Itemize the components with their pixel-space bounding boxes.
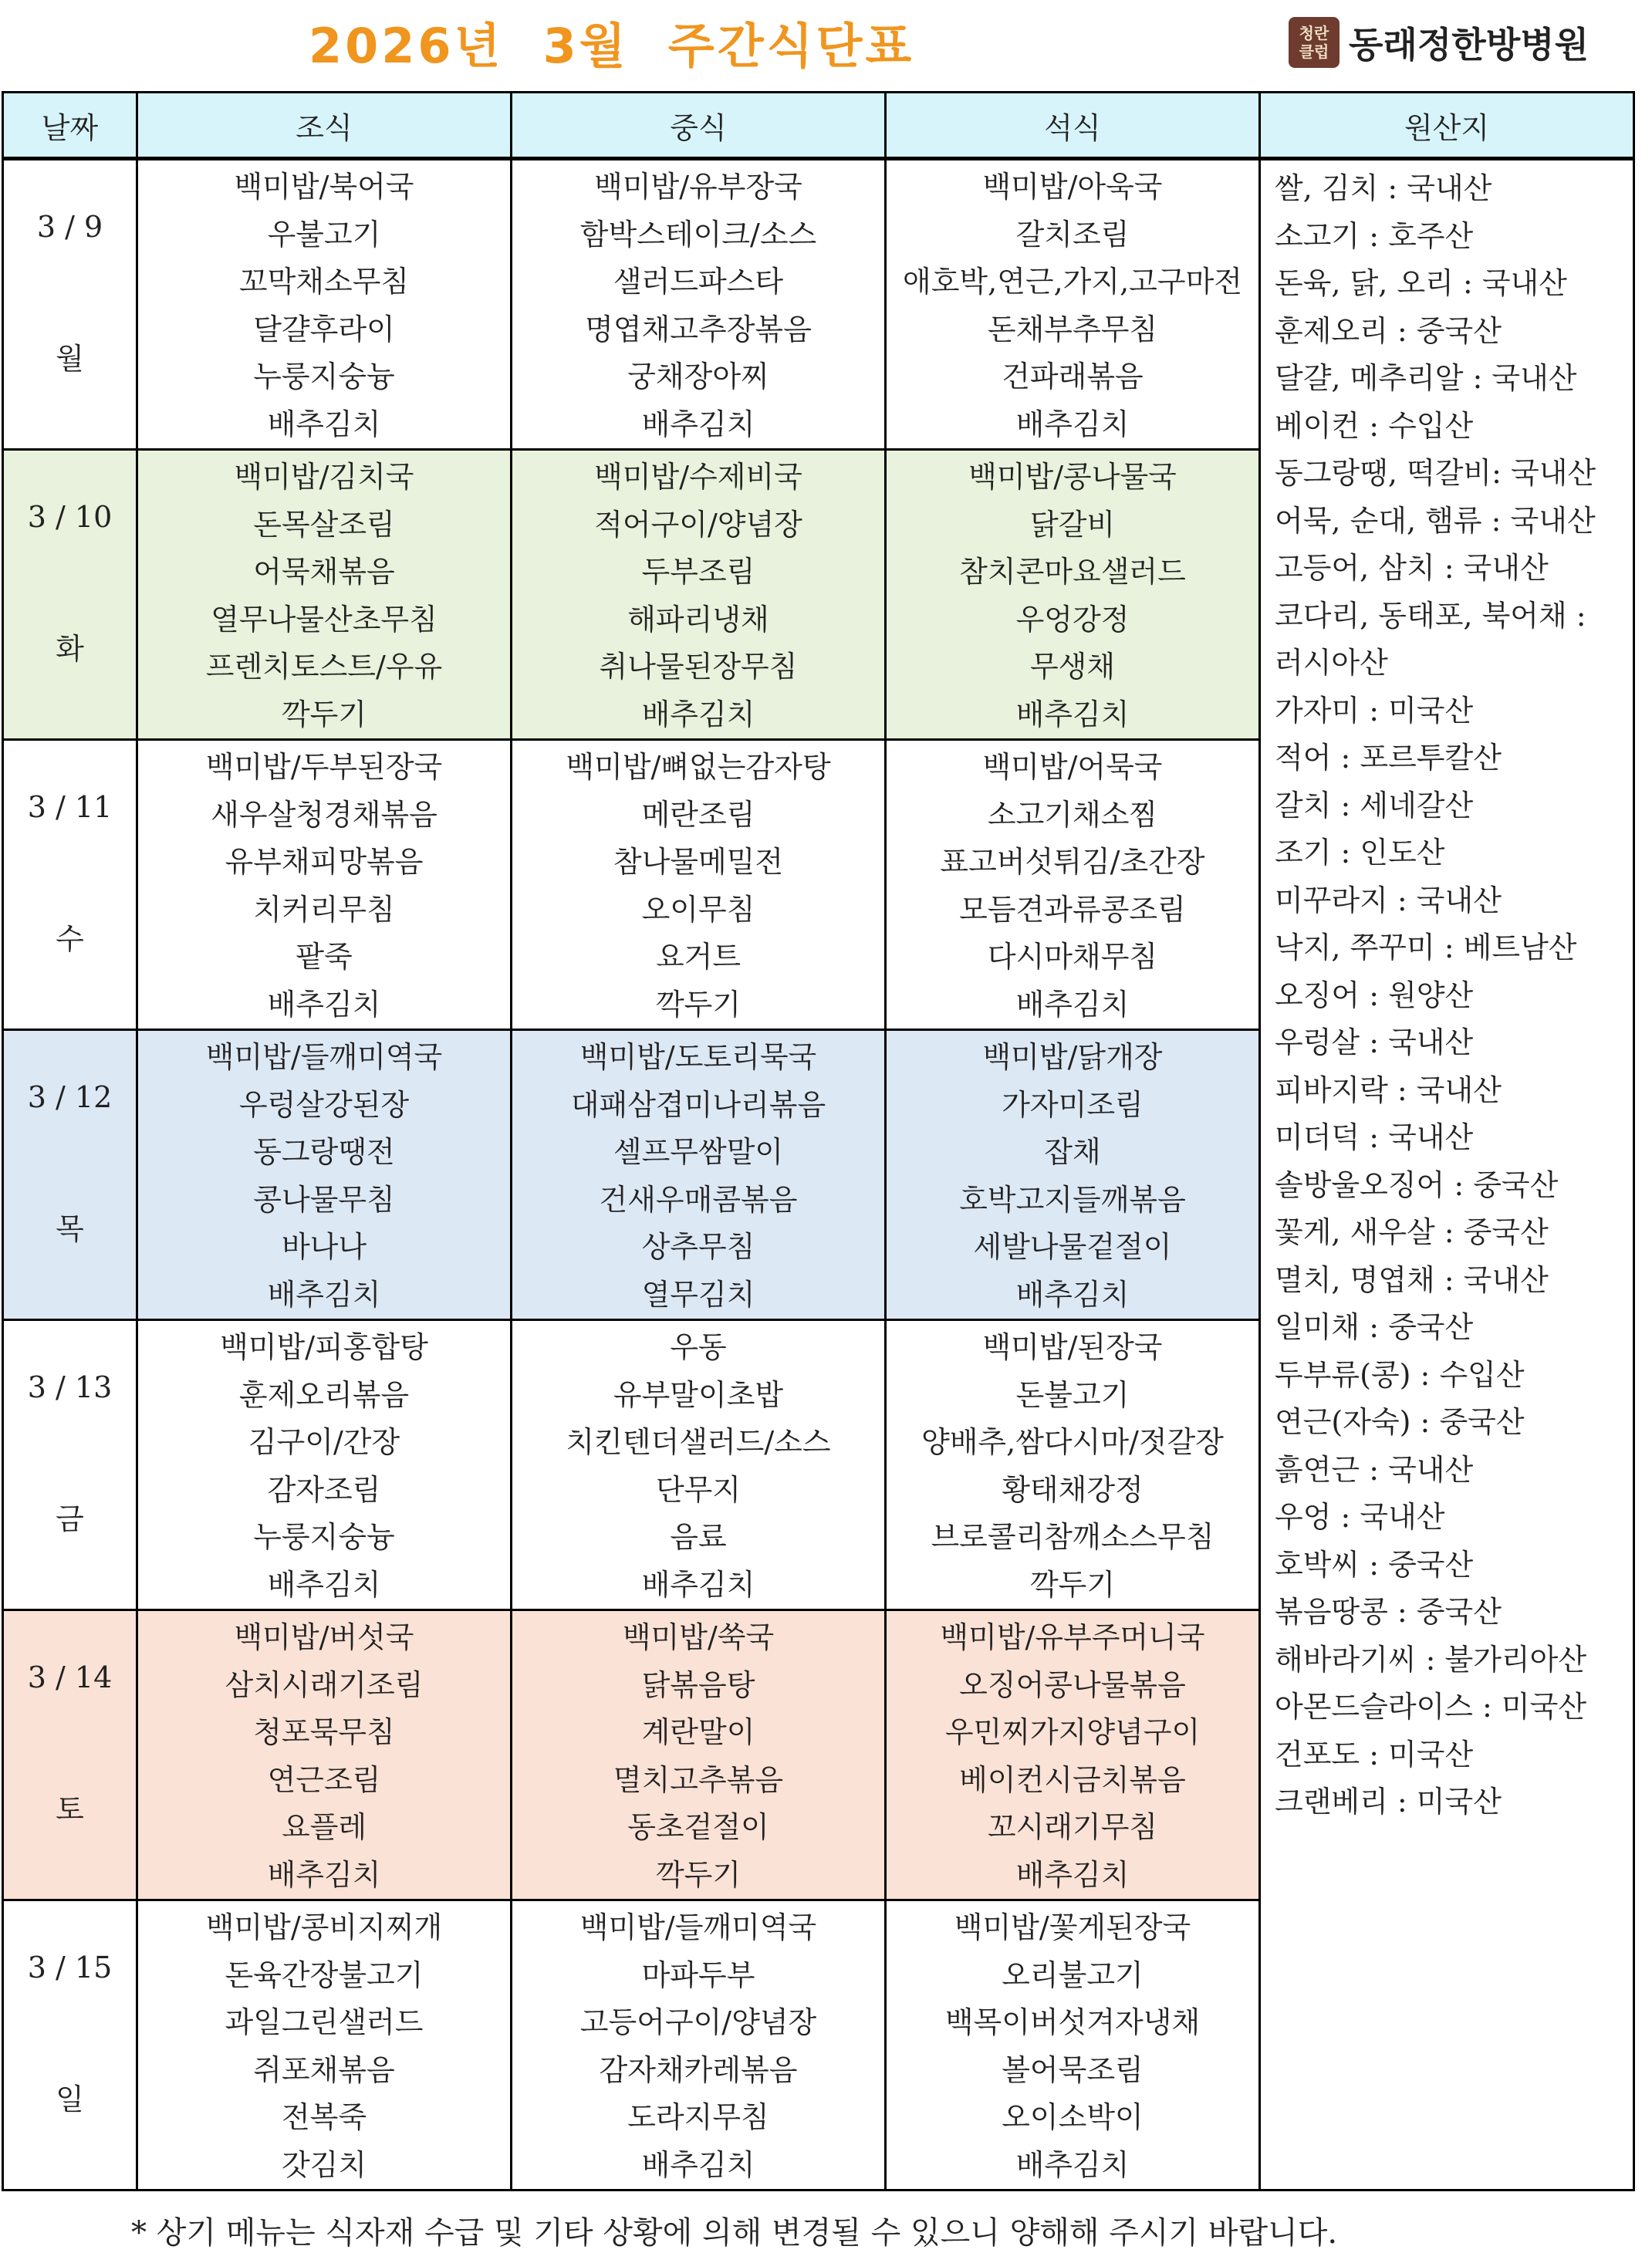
menu-item: 깍두기 [281,697,367,731]
menu-item: 무생채 [1029,650,1116,684]
seal-text-top: 청란 [1299,24,1329,42]
origin-item: 돈육, 닭, 오리 : 국내산 [1275,266,1567,300]
menu-item: 프렌치토스트/우유 [205,650,443,684]
menu-item: 배추김치 [641,2147,755,2182]
menu-item: 배추김치 [1015,697,1130,731]
menu-item: 감자채카레볶음 [599,2052,798,2087]
origin-item: 낙지, 쭈꾸미 : 베트남산 [1275,931,1577,964]
origin-item: 가자미 : 미국산 [1275,693,1474,728]
origin-item: 꽃게, 새우살 : 중국산 [1275,1215,1549,1249]
menu-item: 상추무침 [641,1230,755,1264]
menu-item: 해파리냉채 [627,602,769,637]
date-cell [3,1610,137,1900]
menu-item: 연근조림 [267,1762,381,1797]
menu-item: 취나물된장무침 [599,650,798,684]
breakfast-cell [137,1900,512,2191]
menu-item: 배추김치 [641,697,755,731]
menu-item: 참나물메밀전 [613,845,784,879]
menu-item: 백미밥/어묵국 [982,750,1163,784]
date-cell [3,159,137,450]
header-origin: 원산지 [1260,93,1634,159]
breakfast-cell [137,1610,512,1900]
day-row [3,159,1634,450]
menu-item: 백미밥/아욱국 [982,170,1163,204]
origin-item: 러시아산 [1275,646,1388,680]
menu-item: 백미밥/쑥국 [622,1620,775,1654]
hospital-logo-seal [1289,17,1340,68]
menu-item: 감자조림 [267,1472,381,1507]
header-dinner: 석식 [886,93,1260,159]
page-title: 2026년 3월 주간식단표 [309,18,915,74]
menu-item: 고등어구이/양념장 [579,2005,817,2039]
origin-item: 달걀, 메추리알 : 국내산 [1275,361,1577,395]
menu-item: 배추김치 [1015,2147,1130,2182]
menu-item: 백미밥/도토리묵국 [579,1040,817,1074]
dinner-cell [886,1320,1260,1610]
menu-item: 쥐포채볶음 [253,2052,395,2087]
menu-item: 멸치고추볶음 [613,1762,784,1797]
origin-item: 적어 : 포르투칼산 [1275,741,1502,775]
hospital-brand [1289,17,1589,68]
date-label: 3 / 9 [36,210,103,244]
origin-item: 코다리, 동태포, 북어채 : [1275,598,1586,633]
menu-item: 깍두기 [655,987,742,1022]
date-label: 3 / 12 [27,1080,113,1114]
menu-item: 모듬견과류콩조림 [959,892,1186,927]
menu-item: 유부채피망볶음 [225,845,424,879]
menu-item: 건파래볶음 [1002,360,1144,394]
lunch-cell [512,740,886,1030]
origin-item: 미더덕 : 국내산 [1275,1120,1474,1154]
menu-item: 배추김치 [1015,1857,1130,1892]
menu-item: 우동 [670,1330,727,1364]
menu-item: 청포묵무침 [253,1715,395,1749]
origin-item: 피바지락 : 국내산 [1275,1072,1502,1107]
origin-item: 훈제오리 : 중국산 [1275,313,1502,348]
menu-item: 돈육간장불고기 [225,1957,424,1992]
date-label: 3 / 10 [27,500,113,534]
menu-item: 호박고지들깨볶음 [959,1182,1186,1217]
menu-item: 꼬시래기무침 [987,1810,1158,1844]
origin-item: 연근(자숙) : 중국산 [1275,1405,1525,1439]
menu-item: 닭갈비 [1029,507,1116,542]
date-cell [3,1900,137,2191]
menu-item: 백미밥/꽃게된장국 [954,1910,1191,1944]
origin-item: 멸치, 명엽채 : 국내산 [1275,1262,1549,1297]
menu-item: 함박스테이크/소스 [579,217,817,252]
menu-item: 메란조림 [641,797,755,832]
menu-item: 명엽채고추장볶음 [585,312,812,346]
weekday-label: 월 [56,342,84,376]
menu-item: 유부말이초밥 [613,1377,784,1412]
menu-item: 표고버섯튀김/초간장 [940,845,1205,879]
menu-item: 백미밥/들깨미역국 [205,1040,443,1074]
origin-item: 볶음땅콩 : 중국산 [1275,1595,1502,1629]
menu-item: 새우살청경채볶음 [211,797,437,832]
menu-item: 음료 [670,1520,727,1554]
date-label: 3 / 15 [27,1951,113,1984]
menu-item: 배추김치 [1015,407,1130,441]
lunch-cell [512,450,886,740]
date-cell [3,450,137,740]
breakfast-cell [137,1320,512,1610]
dinner-cell [886,740,1260,1030]
menu-item: 어묵채볶음 [253,555,395,589]
origin-item: 미꾸라지 : 국내산 [1275,883,1502,917]
menu-item: 건새우매콤볶음 [599,1182,798,1217]
menu-item: 샐러드파스타 [613,265,784,299]
menu-item: 과일그린샐러드 [225,2005,424,2039]
menu-item: 베이컨시금치볶음 [959,1762,1186,1797]
menu-item: 소고기채소찜 [987,797,1158,832]
hospital-name: 동래정한방병원 [1349,24,1590,66]
breakfast-cell [137,740,512,1030]
menu-item: 전복죽 [281,2100,367,2134]
menu-item: 열무나물산초무침 [211,602,437,637]
menu-item: 잡채 [1044,1135,1101,1169]
menu-item: 바나나 [281,1230,367,1264]
menu-item: 가자미조림 [1002,1087,1144,1122]
menu-item: 백미밥/유부주머니국 [940,1620,1205,1654]
header-breakfast: 조식 [137,93,512,159]
menu-item: 삼치시래기조림 [225,1667,424,1702]
menu-item: 오이소박이 [1002,2100,1144,2134]
date-label: 3 / 13 [27,1370,113,1404]
menu-item: 백목이버섯겨자냉채 [944,2005,1201,2039]
date-cell [3,740,137,1030]
origin-item: 동그랑땡, 떡갈비: 국내산 [1275,456,1596,490]
origin-item: 해바라기씨 : 불가리아산 [1275,1642,1587,1677]
menu-item: 우엉강정 [1015,602,1130,637]
menu-item: 적어구이/양념장 [594,507,802,542]
origin-item: 우엉 : 국내산 [1275,1500,1445,1534]
origin-item: 고등어, 삼치 : 국내산 [1275,551,1549,585]
weekly-menu-table [2,91,1635,2191]
origin-item: 베이컨 : 수입산 [1275,408,1474,443]
breakfast-cell [137,450,512,740]
menu-item: 마파두부 [641,1957,755,1992]
menu-item: 배추김치 [641,1567,755,1602]
origin-item: 아몬드슬라이스 : 미국산 [1275,1690,1587,1724]
menu-item: 황태채강정 [1002,1472,1144,1507]
lunch-cell [512,1320,886,1610]
menu-item: 치킨텐더샐러드/소스 [566,1425,831,1459]
menu-item: 깍두기 [1029,1567,1116,1602]
menu-item: 셀프무쌈말이 [613,1135,784,1169]
menu-item: 훈제오리볶음 [238,1377,410,1412]
menu-item: 배추김치 [1015,987,1130,1022]
menu-item: 우렁살강된장 [238,1087,410,1122]
menu-item: 백미밥/김치국 [234,460,414,494]
header-date: 날짜 [3,93,137,159]
footnote: * 상기 메뉴는 식자재 수급 및 기타 상황에 의해 변경될 수 있으니 양해해 주시기 바랍니다. [131,2215,1338,2251]
breakfast-cell [137,1030,512,1320]
origin-item: 어묵, 순대, 햄류 : 국내산 [1275,503,1596,538]
menu-item: 백미밥/버섯국 [234,1620,414,1654]
menu-item: 백미밥/콩나물국 [968,460,1177,494]
lunch-cell [512,159,886,450]
menu-item: 우민찌가지양념구이 [944,1715,1201,1749]
menu-item: 궁채장아찌 [627,360,769,394]
menu-item: 브로콜리참깨소스무침 [931,1520,1215,1554]
menu-item: 돈채부추무침 [987,312,1158,346]
menu-item: 애호박,연근,가지,고구마전 [902,265,1243,299]
menu-item: 동초겉절이 [627,1810,769,1844]
origin-item: 솔방울오징어 : 중국산 [1275,1167,1559,1202]
menu-item: 백미밥/북어국 [234,170,414,204]
menu-item: 배추김치 [267,407,381,441]
origin-item: 갈치 : 세네갈산 [1275,788,1474,822]
menu-item: 백미밥/된장국 [982,1330,1163,1364]
origin-item: 조기 : 인도산 [1275,836,1445,870]
menu-item: 백미밥/들깨미역국 [579,1910,817,1944]
origin-item: 일미채 : 중국산 [1275,1310,1474,1344]
menu-item: 백미밥/뼈없는감자탕 [566,750,831,784]
lunch-cell [512,1610,886,1900]
menu-item: 팥죽 [296,940,353,974]
dinner-cell [886,1610,1260,1900]
origin-item: 흙연근 : 국내산 [1275,1452,1474,1487]
menu-item: 김구이/간장 [248,1425,400,1459]
dinner-cell [886,1030,1260,1320]
menu-item: 갈치조림 [1015,217,1130,252]
menu-item: 배추김치 [1015,1277,1130,1312]
menu-item: 우불고기 [267,217,381,252]
menu-item: 대패삼겹미나리볶음 [570,1087,826,1122]
weekday-label: 수 [56,922,84,956]
menu-item: 배추김치 [641,407,755,441]
menu-item: 치커리무침 [253,892,395,927]
menu-item: 요플레 [281,1810,367,1844]
origin-item: 호박씨 : 중국산 [1275,1547,1474,1582]
origin-item: 소고기 : 호주산 [1275,218,1474,253]
menu-item: 돈목살조림 [253,507,395,542]
menu-item: 돈불고기 [1015,1377,1130,1412]
menu-item: 꼬막채소무침 [238,265,410,299]
menu-item: 오이무침 [641,892,755,927]
menu-item: 콩나물무침 [253,1182,395,1217]
dinner-cell [886,450,1260,740]
menu-item: 누룽지숭늉 [253,1520,395,1554]
menu-item: 닭볶음탕 [641,1667,755,1702]
table-header-row [3,93,1634,159]
lunch-cell [512,1030,886,1320]
date-cell [3,1320,137,1610]
weekday-label: 일 [56,2082,84,2116]
menu-item: 단무지 [655,1472,742,1507]
date-label: 3 / 11 [27,790,113,824]
weekday-label: 화 [56,632,84,666]
menu-item: 동그랑땡전 [253,1135,395,1169]
origin-item: 우렁살 : 국내산 [1275,1025,1474,1059]
lunch-cell [512,1900,886,2191]
menu-item: 백미밥/피홍합탕 [220,1330,428,1364]
menu-item: 요거트 [655,940,742,974]
breakfast-cell [137,159,512,450]
origin-item: 쌀, 김치 : 국내산 [1275,171,1492,205]
menu-item: 도라지무침 [627,2100,769,2134]
weekday-label: 목 [56,1212,84,1246]
menu-item: 백미밥/유부장국 [594,170,802,204]
origin-item: 두부류(콩) : 수입산 [1275,1357,1525,1392]
menu-item: 배추김치 [267,1277,381,1312]
header-lunch: 중식 [512,93,886,159]
menu-item: 볼어묵조림 [1002,2052,1144,2087]
menu-item: 누룽지숭늉 [253,360,395,394]
menu-item: 깍두기 [655,1857,742,1892]
menu-item: 오징어콩나물볶음 [959,1667,1186,1702]
menu-item: 달걀후라이 [253,312,395,346]
origin-item: 건포도 : 미국산 [1275,1737,1474,1772]
menu-item: 백미밥/수제비국 [594,460,802,494]
dinner-cell [886,159,1260,450]
menu-item: 갓김치 [281,2147,367,2182]
menu-item: 백미밥/닭개장 [982,1040,1163,1074]
menu-item: 배추김치 [267,1857,381,1892]
menu-item: 백미밥/콩비지찌개 [205,1910,443,1944]
menu-item: 계란말이 [641,1715,755,1749]
menu-item: 열무김치 [641,1277,755,1312]
menu-item: 세발나물겉절이 [973,1230,1172,1264]
menu-item: 백미밥/두부된장국 [205,750,443,784]
menu-item: 배추김치 [267,1567,381,1602]
menu-item: 두부조림 [641,555,755,589]
menu-item: 오리불고기 [1002,1957,1144,1992]
seal-text-bottom: 클럽 [1299,42,1329,61]
date-cell [3,1030,137,1320]
origin-item: 크랜베리 : 미국산 [1275,1785,1502,1819]
origin-cell [1260,159,1634,2191]
menu-item: 양배추,쌈다시마/젓갈장 [921,1425,1224,1459]
origin-item: 오징어 : 원양산 [1275,978,1474,1012]
weekday-label: 금 [56,1502,84,1536]
menu-item: 참치콘마요샐러드 [959,555,1186,589]
weekday-label: 토 [56,1792,84,1826]
date-label: 3 / 14 [27,1660,113,1694]
dinner-cell [886,1900,1260,2191]
menu-item: 다시마채무침 [987,940,1158,974]
menu-item: 배추김치 [267,987,381,1022]
